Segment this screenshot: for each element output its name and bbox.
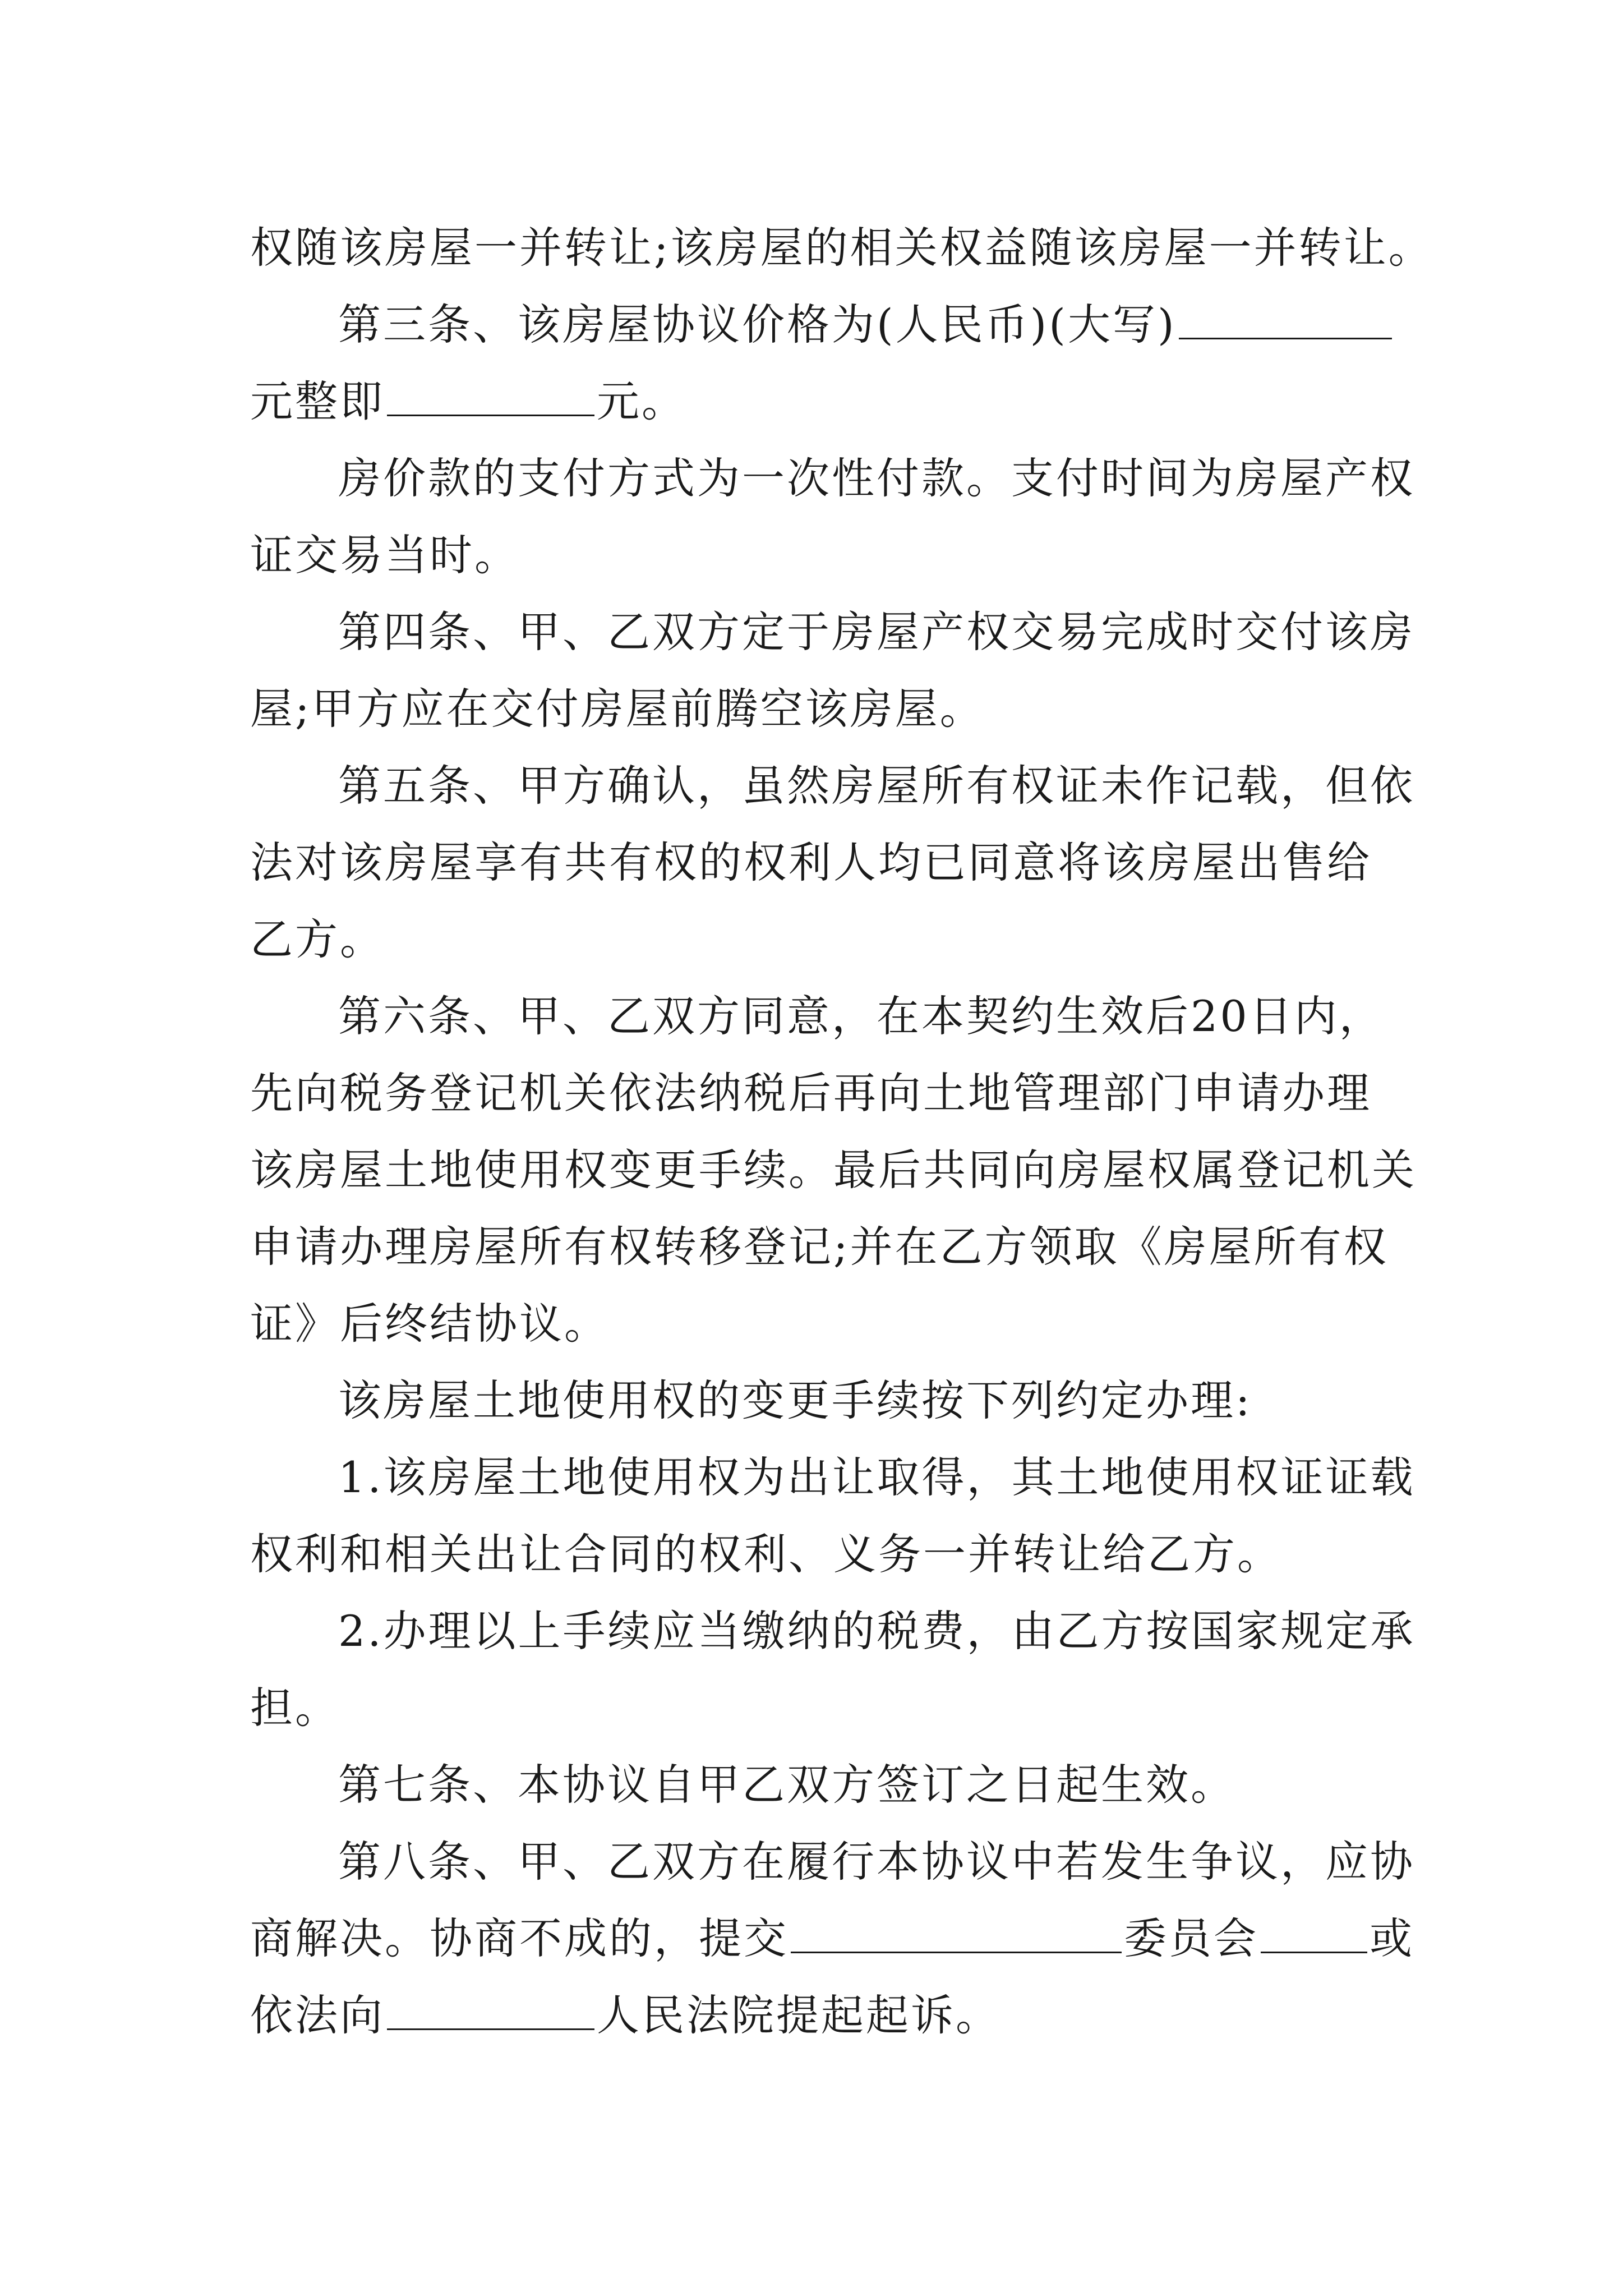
blank-field-arbitration-committee: [791, 1918, 1122, 1953]
text-line: 证》后终结协议。: [250, 1299, 609, 1349]
text-line: 权随该房屋一并转让;该房屋的相关权益随该房屋一并转让。: [250, 223, 1433, 273]
blank-field-arbitration-extra: [1261, 1918, 1367, 1953]
text-line: 2.办理以上手续应当缴纳的税费，由乙方按国家规定承: [338, 1606, 1415, 1656]
text-line: 依法向 人民法院提起起诉。: [250, 1990, 1000, 2040]
text-line: 该房屋土地使用权的变更手续按下列约定办理:: [338, 1375, 1252, 1425]
text-line: 第五条、甲方确认，虽然房屋所有权证未作记载，但依: [338, 761, 1415, 811]
blank-field-price-number: [387, 381, 594, 416]
text-line: 房价款的支付方式为一次性付款。支付时间为房屋产权: [338, 453, 1415, 503]
text-line: 商解决。协商不成的，提交 委员会 或: [250, 1913, 1414, 1963]
text-line: 元整即 元。: [250, 376, 686, 426]
text-line: 该房屋土地使用权变更手续。最后共同向房屋权属登记机关: [250, 1145, 1417, 1195]
text-line: 乙方。: [250, 914, 385, 964]
text-line: 担。: [250, 1683, 340, 1733]
text-line: 屋;甲方应在交付房屋前腾空该房屋。: [250, 684, 985, 734]
text-line: 法对该房屋享有共有权的权利人均已同意将该房屋出售给: [250, 838, 1372, 887]
document-body: [250, 209, 1433, 2054]
text-line: 1.该房屋土地使用权为出让取得，其土地使用权证证载: [338, 1452, 1415, 1502]
text-line: 第四条、甲、乙双方定于房屋产权交易完成时交付该房: [338, 607, 1415, 657]
blank-field-price-words: [1179, 304, 1392, 339]
text-line: 先向税务登记机关依法纳税后再向土地管理部门申请办理: [250, 1068, 1372, 1118]
text-line: 第七条、本协议自甲乙双方签订之日起生效。: [338, 1760, 1235, 1810]
text-line: 第三条、该房屋协议价格为(人民币)(大写): [250, 286, 1394, 363]
blank-field-court: [387, 1995, 594, 2030]
text-line: 权利和相关出让合同的权利、义务一并转让给乙方。: [250, 1529, 1282, 1579]
text-line: 第八条、甲、乙双方在履行本协议中若发生争议，应协: [338, 1837, 1415, 1887]
text-line: 证交易当时。: [250, 530, 519, 580]
text-line: 申请办理房屋所有权转移登记;并在乙方领取《房屋所有权: [250, 1222, 1389, 1272]
text-line: 第六条、甲、乙双方同意，在本契约生效后20日内，: [338, 991, 1384, 1041]
